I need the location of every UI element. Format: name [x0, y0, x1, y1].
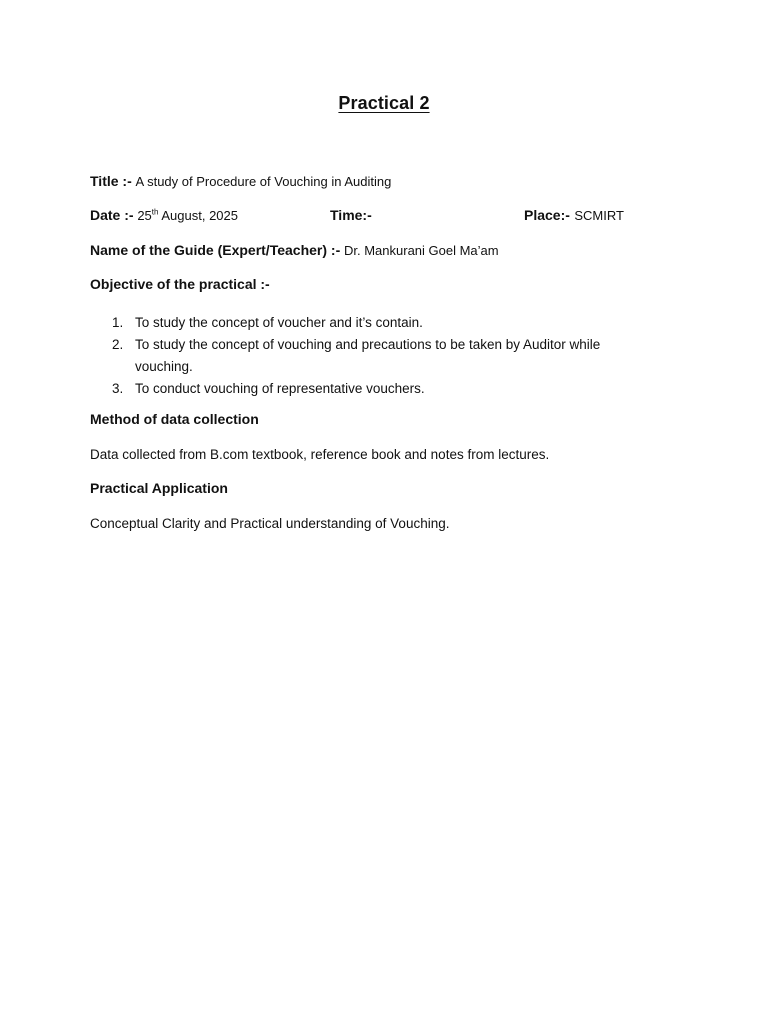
application-heading: Practical Application [90, 480, 228, 496]
method-text: Data collected from B.com textbook, reference book and notes from lectures. [90, 447, 550, 462]
place-label: Place:- [524, 207, 570, 223]
list-item-text: To study the concept of voucher and it’s contain. [135, 315, 423, 330]
list-item [90, 312, 650, 334]
date-ordinal-suffix: th [151, 207, 159, 217]
place-value: SCMIRT [574, 208, 624, 223]
guide-value: Dr. Mankurani Goel Ma’am [344, 243, 499, 258]
objective-list [90, 312, 650, 400]
title-value: A study of Procedure of Vouching in Auditing [135, 174, 392, 189]
list-number: 3. [112, 381, 124, 396]
list-item [90, 334, 650, 378]
date-day: 25 [137, 208, 152, 223]
list-item-text: To conduct vouching of representative vouchers. [135, 381, 425, 396]
list-number: 2. [112, 337, 124, 352]
date-label: Date :- [90, 207, 134, 223]
list-number: 1. [112, 315, 124, 330]
guide-label: Name of the Guide (Expert/Teacher) :- [90, 242, 341, 258]
date-row [90, 207, 238, 223]
guide-row [90, 242, 499, 258]
title-label: Title :- [90, 173, 132, 189]
title-row [90, 173, 391, 189]
time-label: Time:- [330, 207, 372, 223]
place-row [524, 207, 624, 225]
method-heading: Method of data collection [90, 411, 259, 427]
date-value [137, 208, 238, 223]
list-item-text: To study the concept of vouching and precautions to be taken by Auditor while vouching. [135, 337, 601, 374]
list-item [90, 378, 650, 400]
date-month-year: August, 2025 [161, 208, 238, 223]
objective-heading: Objective of the practical :- [90, 276, 270, 292]
application-text: Conceptual Clarity and Practical understanding of Vouching. [90, 516, 450, 531]
page-title: Practical 2 [338, 93, 430, 113]
